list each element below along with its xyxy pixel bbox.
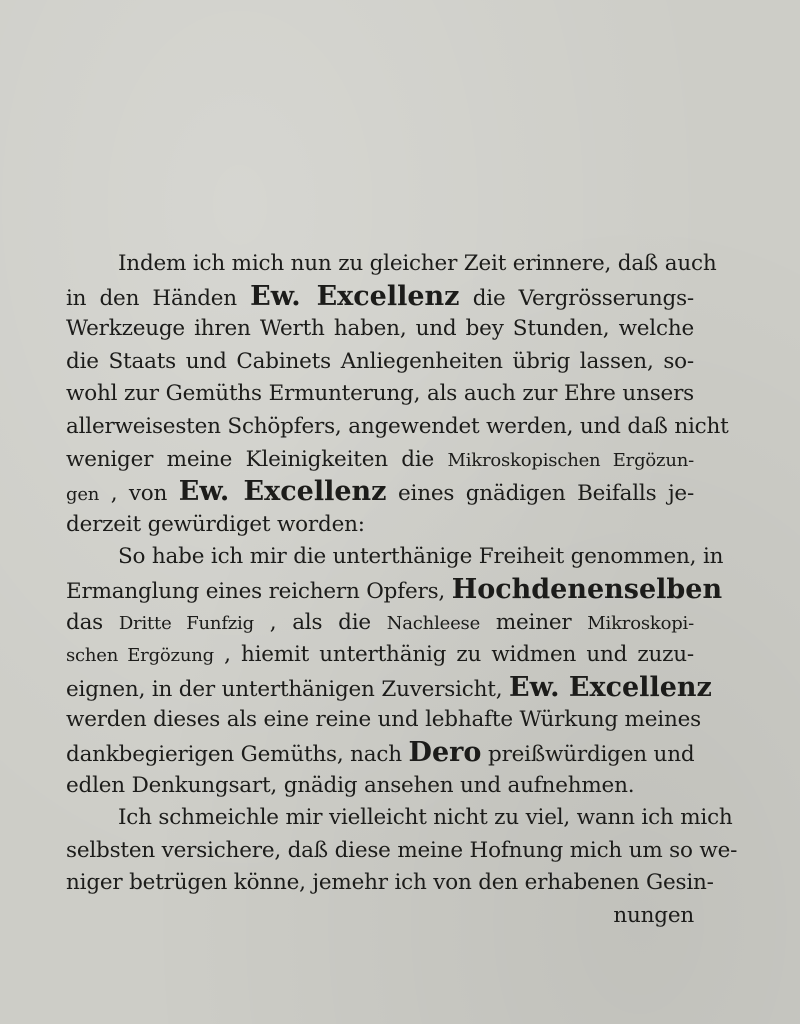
- text-line-20: niger betrügen könne, jemehr ich von den erhabenen Gesin-: [66, 870, 714, 896]
- text-line-1: Indem ich mich nun zu gleicher Zeit erinnere, daß auch: [118, 251, 717, 276]
- text-line-16: dankbegierigen Gemüths, nach Dero preißwürdigen und: [66, 736, 695, 768]
- text-line-3: Werkzeuge ihren Werth haben, und bey Stunden, welche: [66, 316, 694, 342]
- text-line-9: derzeit gewürdiget worden:: [66, 511, 365, 537]
- text-line-11: Ermanglung eines reichern Opfers, Hochdenenselben: [66, 573, 723, 605]
- excellency-title: Ew. Excellenz: [250, 280, 460, 312]
- text-line-4: die Staats und Cabinets Anliegenheiten übrig lassen, so-: [66, 348, 694, 374]
- dero-title: Dero: [408, 736, 482, 768]
- text-line-18: Ich schmeichle mir vielleicht nicht zu viel, wann ich mich: [118, 805, 733, 831]
- text-line-6: allerweisesten Schöpfers, angewendet werden, und daß nicht: [66, 413, 729, 439]
- book-title-fragment: Mikroskopischen Ergözun-: [447, 449, 694, 471]
- text-line-17: edlen Denkungsart, gnädig ansehen und aufnehmen.: [66, 772, 635, 798]
- text-line-13: schen Ergözung , hiemit unterthänig zu widmen und zuzu-: [66, 642, 695, 668]
- text-line-8: gen , von Ew. Excellenz eines gnädigen Beifalls je-: [66, 476, 695, 508]
- addressee-title: Hochdenenselben: [451, 573, 723, 605]
- text-line-14: eignen, in der unterthänigen Zuversicht, Ew. Excellenz: [66, 671, 712, 703]
- excellency-title: Ew. Excellenz: [508, 671, 712, 703]
- excellency-title: Ew. Excellenz: [178, 476, 387, 508]
- catchword: nungen: [613, 902, 694, 928]
- text-line-2: in den Händen Ew. Excellenz die Vergrösserungs-: [66, 280, 694, 312]
- text-line-19: selbsten versichere, daß diese meine Hofnung mich um so we-: [66, 837, 738, 863]
- text-line-15: werden dieses als eine reine und lebhafte Würkung meines: [66, 707, 701, 733]
- text-line-12: das Dritte Funfzig , als die Nachleese meiner Mikroskopi-: [66, 609, 694, 635]
- text-line-5: wohl zur Gemüths Ermunterung, als auch zur Ehre unsers: [66, 381, 694, 407]
- dedication-text: [66, 248, 738, 932]
- text-line-7: weniger meine Kleinigkeiten die Mikroskopischen Ergözun-: [66, 446, 694, 472]
- text-line-10: So habe ich mir die unterthänige Freiheit genommen, in: [118, 544, 724, 570]
